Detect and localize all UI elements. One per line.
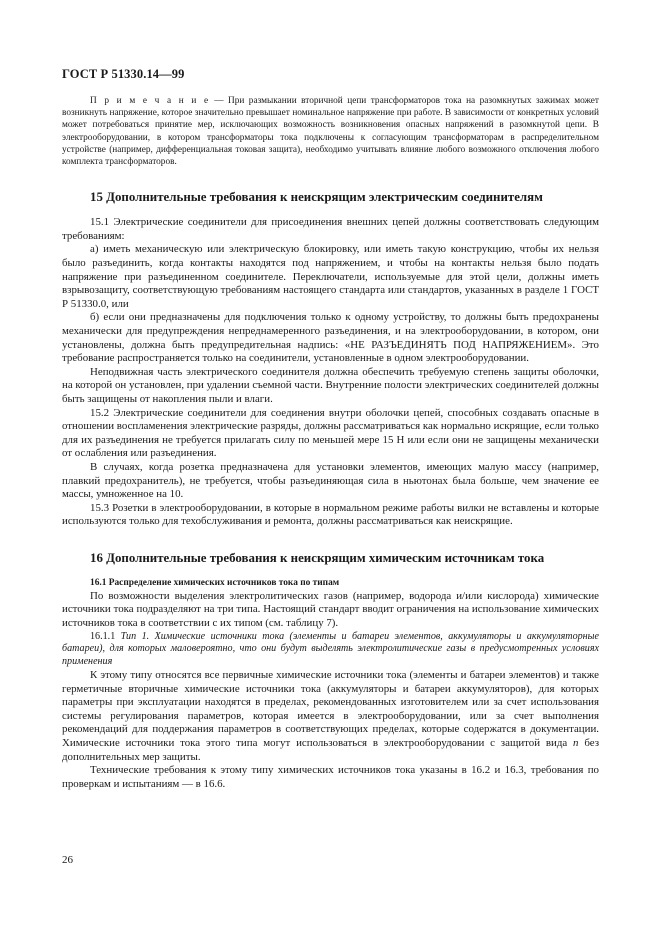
type1-definition: Тип 1. Химические источники тока (элементы и батареи элементов, аккумуляторы и аккумуляторные батареи), для которых маловероятно, что они будут выделять электролитические газы в предусмотренных условиях применения <box>62 630 599 668</box>
paragraph-15-3: 15.3 Розетки в электрооборудовании, в которые в нормальном режиме работы вилки не вставлены и которые используются только для техобслуживания и ремонта, должны рассматриваться как неискрящие. <box>62 501 599 528</box>
section-16-heading: 16 Дополнительные требования к неискрящим химическим источникам тока <box>90 550 545 565</box>
page-body <box>62 95 599 791</box>
paragraph-15-1: 15.1 Электрические соединители для присоединения внешних цепей должны соответствовать следующим требованиям: <box>62 216 599 242</box>
paragraph-type1-requirements: Технические требования к этому типу химических источников тока указаны в 16.2 и 16.3, требования по проверкам и испытаниям — в 16.6. <box>62 764 599 790</box>
paragraph-16-1-1-type1 <box>62 631 599 669</box>
protection-type-n: n <box>573 737 579 750</box>
note-text: — При размыкании вторичной цепи трансформаторов тока на разомкнутых зажимах может возникнуть напряжение, которое значительно превышает номинальное напряжение при работе. В зависимости от конкретных условий может потребоваться принятие мер, исключающих возможность возникновения опасных напряжений в разомкнутой цепи. В электрооборудовании, в котором трансформаторы тока подключены к согласующим трансформаторам в распределительном устройстве (например, дифференциальная токовая защита), необходимо учитывать влияние любого возможного отключения любого комплекта трансформаторов. <box>62 96 599 168</box>
paragraph-16-1-intro: По возможности выделения электролитических газов (например, водорода и/или кислорода) химические источники тока подразделяют на три типа. Настоящий стандарт вводит ограничения на использование химических источников тока в соответствии с их типом (см. таблицу 7). <box>62 589 599 630</box>
paragraph-fixed-part: Неподвижная часть электрического соединителя должна обеспечить требуемую степень защиты оболочки, на которой он установлен, при удалении съемной части. Внутренние полости электрических соединителей должны быть защищены от накопления пыли и влаги. <box>62 365 599 405</box>
note-paragraph <box>62 95 599 168</box>
type1-scope-text: К этому типу относятся все первичные химические источники тока (элементы и батареи элементов) и также герметичные вторичные химические источники тока (аккумуляторы и батареи аккумуляторов), для которых параметры при эксплуатации находятся в пределах, рекомендованных изготовителем или за счет использования системы регулирования параметров, которая имеется в электрооборудовании, или за счет выполнения рекомендаций для поддержания параметров в соответствующих пределах, которые содержатся в документации. Химические источники тока этого типа могут использоваться в электрооборудовании с защитой вида <box>62 669 599 750</box>
paragraph-15-1-b: б) если они предназначены для подключения только к одному устройству, то должны быть предохранены механически для предупреждения непреднамеренного разъединения, и на электрооборудовании, в котором, они установлены, должна быть предупредительная надпись: «НЕ РАЗЪЕДИНЯТЬ ПОД НАПРЯЖЕНИЕМ». Это требование распространяется только на соединители, установленные в одном электрооборудовании. <box>62 311 599 365</box>
paragraph-socket-mass: В случаях, когда розетка предназначена для установки элементов, имеющих малую массу (например, плавкий предохранитель), не требуется, чтобы разъединяющая сила в ньютонах была больше, чем значение ее массы, умноженное на 10. <box>62 460 599 501</box>
note-label: П р и м е ч а н и е <box>90 96 210 106</box>
paragraph-15-2: 15.2 Электрические соединители для соединения внутри оболочки цепей, способных создавать опасные в отношении воспламенения электрические разряды, должны рассматриваться как нормально искрящие, если только для их разъединения не требуется прилагать силу по меньшей мере 15 Н или если они не защищены механически от ослабления или разъединения. <box>62 406 599 460</box>
page-number: 26 <box>62 854 73 866</box>
document-code-header: ГОСТ Р 51330.14—99 <box>62 67 185 81</box>
subsection-16-1-heading: 16.1 Распределение химических источников тока по типам <box>90 577 340 588</box>
clause-number: 16.1.1 <box>90 630 121 642</box>
paragraph-15-1-a: а) иметь механическую или электрическую блокировку, или иметь такую конструкцию, чтобы их нельзя было разъединить, когда контакты находятся под напряжением, и чтобы на контакты нельзя было подать напряжение при разъединенном соединителе. Переключатели, используемые для этой цели, должны иметь взрывозащиту, соответствующую требованиям настоящего стандарта или стандартов, указанных в разделе 1 ГОСТ Р 51330.0, или <box>62 243 599 310</box>
section-15-heading: 15 Дополнительные требования к неискрящим электрическим соединителям <box>90 190 543 205</box>
paragraph-type1-scope <box>62 669 599 764</box>
type1-scope-end: без дополнительных мер защиты. <box>62 737 599 763</box>
